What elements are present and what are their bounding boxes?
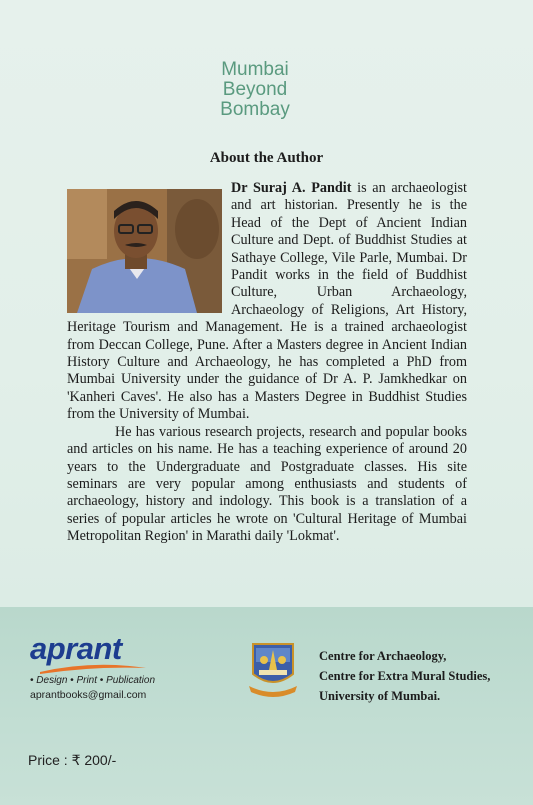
bio-paragraph-2: He has various research projects, research and popular books and articles on his name. He has a teaching experience of around 20 years to the Undergraduate and Postgraduate classes. His site seminars are very popular among enthusiasts and students of archaeology, history and indology. This book is a translation of a series of popular articles he wrote on 'Cultural Heritage of Mumbai Metropolitan Region' in Marathi daily 'Lokmat'.: [67, 423, 467, 545]
series-title-line-3: Bombay: [220, 99, 290, 120]
aprant-logo-text: aprant: [30, 631, 122, 666]
photo-wrap-spacer: [67, 180, 231, 315]
about-author-heading: About the Author: [209, 150, 324, 166]
series-title: [205, 60, 305, 120]
price-label: Price : ₹ 200/-: [28, 752, 117, 768]
series-title-line-1: Mumbai: [221, 59, 289, 80]
university-seal-icon: [247, 640, 299, 700]
centre-credits: [319, 646, 490, 706]
author-name: Dr Suraj A. Pandit: [231, 180, 352, 196]
publisher-tagline: • Design • Print • Publication: [30, 675, 156, 686]
bio-paragraph-1-text: is an archaeologist and art historian. Presently he is the Head of the Dept of Ancient Indian Culture and Dept. of Buddhist Studies at Sathaye College, Vile Parle, Mumbai. Dr Pandit works in the field of Buddhist Culture, Urban Archaeology, Archaeology of Religions, Art History, Heritage Tourism and Management. He is a trained archaeologist from Deccan College, Pune. After a Masters degree in Ancient Indian History Culture and Archaeology, he has completed a PhD from Mumbai University under the guidance of Dr A. P. Jamkhedkar on 'Kanheri Caves'. He also has a Masters Degree in Buddhist Studies from the University of Mumbai.: [67, 180, 467, 423]
centre-line-2: Centre for Extra Mural Studies,: [319, 669, 491, 683]
logo-swoosh-icon: [38, 662, 148, 676]
author-bio: [67, 180, 467, 546]
centre-line-3: University of Mumbai.: [319, 689, 441, 703]
publisher-email: aprantbooks@gmail.com: [30, 689, 147, 701]
series-title-line-2: Beyond: [222, 79, 288, 100]
centre-line-1: Centre for Archaeology,: [319, 649, 447, 663]
aprant-logo: [30, 632, 150, 678]
